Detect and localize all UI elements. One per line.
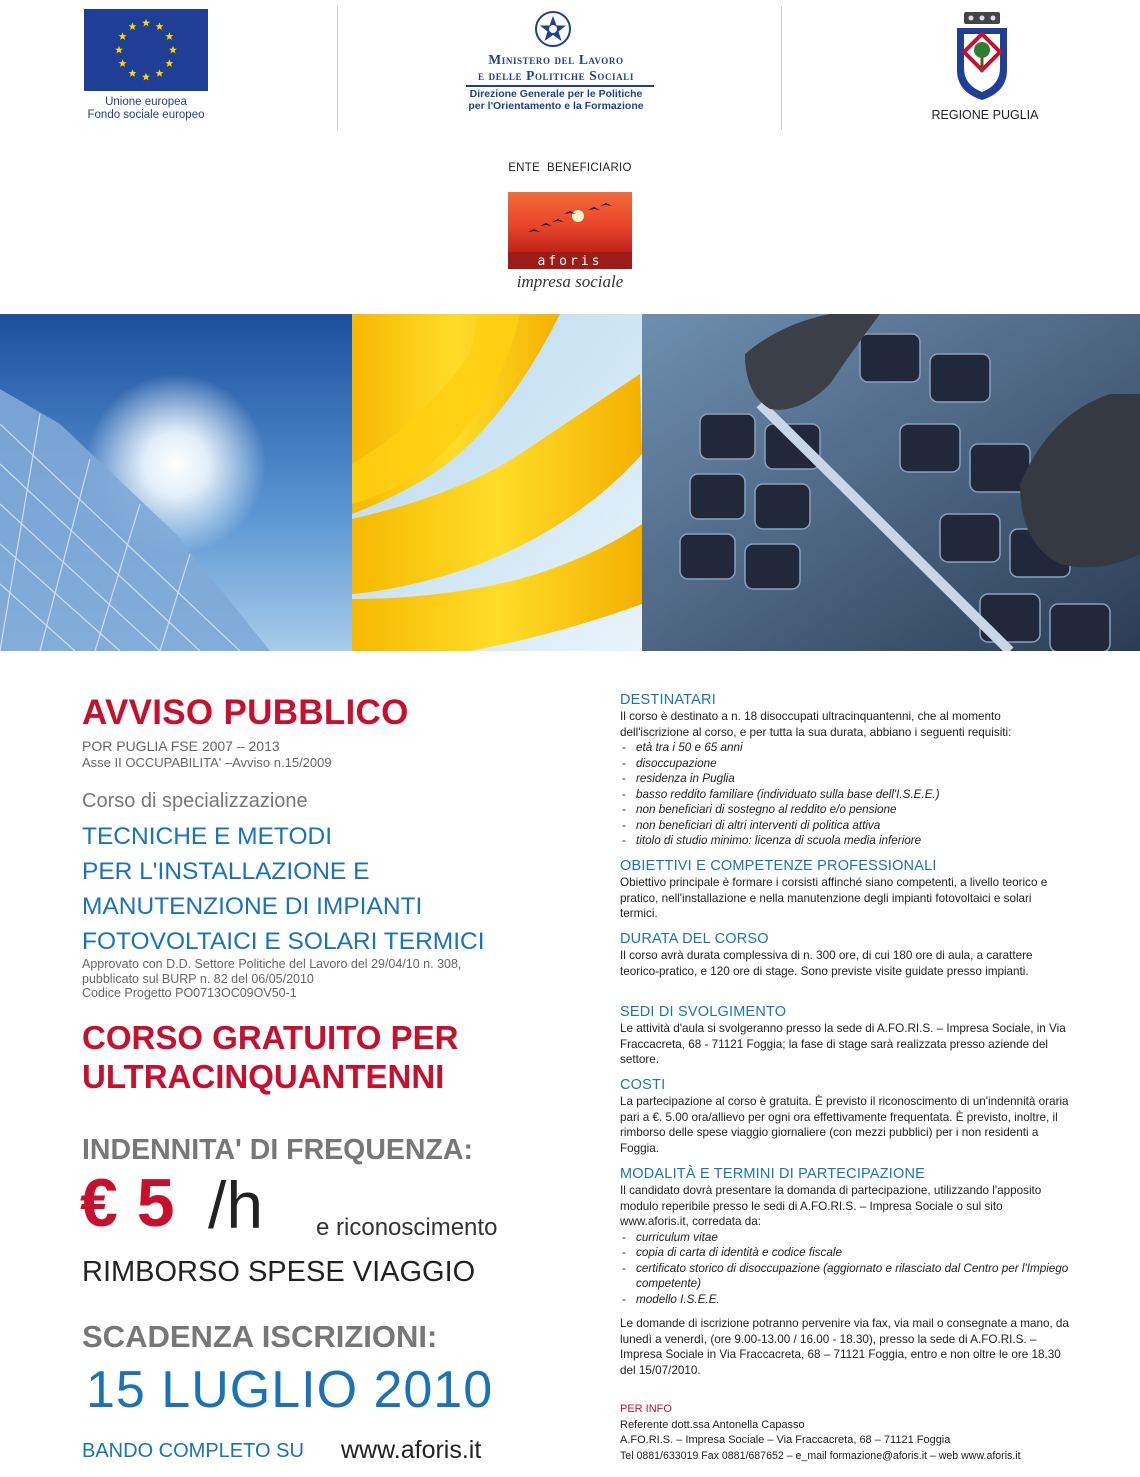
list-item: - residenza in Puglia bbox=[620, 771, 1072, 787]
ministry-title-line2: e delle Politiche Sociali bbox=[478, 68, 634, 83]
section-durata bbox=[620, 931, 1072, 979]
section-heading: OBIETTIVI E COMPETENZE PROFESSIONALI bbox=[620, 858, 937, 874]
notice-title: AVVISO PUBBLICO bbox=[82, 693, 409, 732]
ministry-subtitle bbox=[456, 88, 656, 112]
course-title-line: FOTOVOLTAICI E SOLARI TERMICI bbox=[82, 928, 485, 955]
free-course-line: ULTRACINQUANTENNI bbox=[82, 1058, 445, 1095]
puglia-crest-icon bbox=[947, 10, 1017, 102]
list-item: - certificato storico di disoccupazione (aggiornato e rilasciato dal Centro per l'Impiego competente) bbox=[620, 1261, 1072, 1292]
approval-line: pubblicato sul BURP n. 82 del 06/05/2010 bbox=[82, 971, 314, 986]
ente-beneficiario-label: ENTE BENEFICIARIO bbox=[508, 162, 632, 174]
section-text: Le attività d'aula si svolgeranno presso la sede di A.FO.RI.S. – Impresa Sociale, in Via Fraccacreta, 68 - 71121 Foggia; la fase di stage sarà realizzata presso aziende del settore. bbox=[620, 1022, 1066, 1066]
course-title bbox=[82, 819, 562, 959]
info-address: A.FO.RI.S. – Impresa Sociale – Via Fraccacreta, 68 – 71121 Foggia bbox=[620, 1434, 951, 1446]
program-label: POR PUGLIA FSE 2007 – 2013 bbox=[82, 738, 280, 754]
photo-sunflower-petals bbox=[352, 314, 642, 651]
allowance-label: INDENNITA' DI FREQUENZA: bbox=[82, 1134, 473, 1166]
photo-solar-panel-sky bbox=[0, 314, 352, 651]
section-text: Il corso è destinato a n. 18 disoccupati ultracinquantenni, che al momento dell'iscrizione al corso, e per tutta la sua durata, abbiano i seguenti requisiti: bbox=[620, 710, 1012, 739]
eu-flag-icon bbox=[84, 9, 208, 91]
ministry-title bbox=[456, 52, 656, 84]
section-text: Il candidato dovrà presentare la domanda di partecipazione, utilizzando l'apposito modulo reperibile presso le sedi di A.FO.RI.S. – Impresa Sociale o sul sito www.aforis.it, corredata da: bbox=[620, 1184, 1042, 1228]
info-contact: Referente dott.ssa Antonella Capasso bbox=[620, 1418, 805, 1431]
list-item: - non beneficiari di sostegno al reddito e/o pensione bbox=[620, 802, 1072, 818]
header-divider bbox=[781, 6, 782, 130]
eu-caption-line1: Unione europea bbox=[105, 96, 187, 108]
bando-url-link[interactable]: www.aforis.it bbox=[341, 1436, 482, 1464]
list-item: - non beneficiari di altri interventi di politica attiva bbox=[620, 818, 1072, 834]
approval-line: Approvato con D.D. Settore Politiche del Lavoro del 29/04/10 n. 308, bbox=[82, 957, 462, 971]
section-destinatari bbox=[620, 692, 1072, 849]
hero-photo-banner bbox=[0, 314, 1140, 651]
list-item: - copia di carta di identità e codice fiscale bbox=[620, 1245, 1072, 1261]
section-text: Obiettivo principale è formare i corsisti affinché siano competenti, a livello teorico e pratico, nell'installazione e nella manutenzione degli impianti fotovoltaici e solari termici. bbox=[620, 876, 1048, 920]
italian-republic-emblem-icon bbox=[534, 10, 572, 48]
section-text: La partecipazione al corso è gratuita. È previsto il riconoscimento di un'indennità oraria pari a €. 5.00 ora/allievo per ogni ora effettivamente frequentata. È previsto, inoltre, il rimborso delle spese viaggio giornaliere (con mezzi pubblici) per i non residenti a Foggia. bbox=[620, 1095, 1069, 1155]
list-item: - curriculum vitae bbox=[620, 1230, 1072, 1246]
bando-label: BANDO COMPLETO SU bbox=[82, 1440, 304, 1462]
list-item: - basso reddito familiare (individuato sulla base dell'I.S.E.E.) bbox=[620, 787, 1072, 803]
eu-caption bbox=[84, 96, 208, 122]
deadline-label: SCADENZA ISCRIZIONI: bbox=[82, 1319, 438, 1354]
list-item: - modello I.S.E.E. bbox=[620, 1292, 1072, 1308]
aforis-logo-word: aforis bbox=[537, 254, 603, 269]
region-name: REGIONE PUGLIA bbox=[931, 108, 1039, 122]
approval-line: Codice Progetto PO0713OC09OV50-1 bbox=[82, 986, 297, 1000]
section-costi bbox=[620, 1077, 1072, 1156]
axis-label: Asse II OCCUPABILITA' –Avviso n.15/2009 bbox=[82, 755, 332, 770]
ministry-title-line1: Ministero del Lavoro bbox=[488, 52, 624, 67]
free-course-headline bbox=[82, 1018, 582, 1096]
deadline-date: 15 LUGLIO 2010 bbox=[86, 1361, 494, 1419]
free-course-line: CORSO GRATUITO PER bbox=[82, 1019, 459, 1056]
header-divider bbox=[337, 6, 338, 130]
section-heading: DURATA DEL CORSO bbox=[620, 931, 769, 947]
section-obiettivi bbox=[620, 858, 1072, 922]
course-title-line: TECNICHE E METODI bbox=[82, 823, 333, 850]
course-title-line: PER L'INSTALLAZIONE E bbox=[82, 858, 370, 885]
aforis-logo-icon bbox=[508, 192, 632, 269]
aforis-tagline: impresa sociale bbox=[516, 272, 624, 291]
course-title-line: MANUTENZIONE DI IMPIANTI bbox=[82, 893, 423, 920]
allowance-extra: e riconoscimento bbox=[316, 1214, 498, 1241]
info-heading: PER INFO bbox=[620, 1403, 672, 1415]
info-phone-email-web[interactable]: Tel 0881/633019 Fax 0881/687652 – e_mail formazione@aforis.it – web www.aforis.it bbox=[620, 1449, 1021, 1462]
allowance-amount: € 5 bbox=[80, 1165, 175, 1241]
eu-caption-line2: Fondo sociale europeo bbox=[87, 109, 205, 121]
section-modalita bbox=[620, 1166, 1072, 1378]
section-heading: SEDI DI SVOLGIMENTO bbox=[620, 1004, 787, 1020]
course-type: Corso di specializzazione bbox=[82, 790, 308, 812]
list-item: - titolo di studio minimo: licenza di scuola media inferiore bbox=[620, 833, 1072, 849]
ministry-subtitle-line2: per l'Orientamento e la Formazione bbox=[468, 100, 644, 112]
section-heading: COSTI bbox=[620, 1077, 666, 1093]
travel-reimbursement: RIMBORSO SPESE VIAGGIO bbox=[82, 1256, 476, 1288]
allowance-unit: /h bbox=[208, 1168, 264, 1242]
ministry-rule bbox=[466, 85, 654, 87]
section-sedi bbox=[620, 1004, 1072, 1068]
section-info bbox=[620, 1402, 1072, 1464]
documents-list bbox=[620, 1230, 1072, 1308]
list-item: - età tra i 50 e 65 anni bbox=[620, 740, 1072, 756]
requirements-list bbox=[620, 740, 1072, 849]
section-heading: DESTINATARI bbox=[620, 692, 716, 708]
section-text: Il corso avrà durata complessiva di n. 300 ore, di cui 180 ore di aula, a carattere teorico-pratico, e 120 ore di stage. Sono previste visite guidate presso impianti. bbox=[620, 949, 1033, 978]
photo-hands-solar-cells bbox=[642, 314, 1140, 651]
approval-details bbox=[82, 957, 522, 1001]
list-item: - disoccupazione bbox=[620, 756, 1072, 772]
section-heading: MODALITÀ E TERMINI DI PARTECIPAZIONE bbox=[620, 1166, 926, 1182]
section-text: Le domande di iscrizione potranno pervenire via fax, via mail o consegnate a mano, da lunedì a venerdì, (ore 9.00-13.00 / 16.00 - 18.30), presso la sede di A.FO.RI.S. – Impresa Sociale in Via Fraccacreta, 68 – 71121 Foggia, entro e non oltre le ore 18.30 del 15/07/2010. bbox=[620, 1317, 1069, 1377]
ministry-subtitle-line1: Direzione Generale per le Politiche bbox=[469, 88, 643, 100]
